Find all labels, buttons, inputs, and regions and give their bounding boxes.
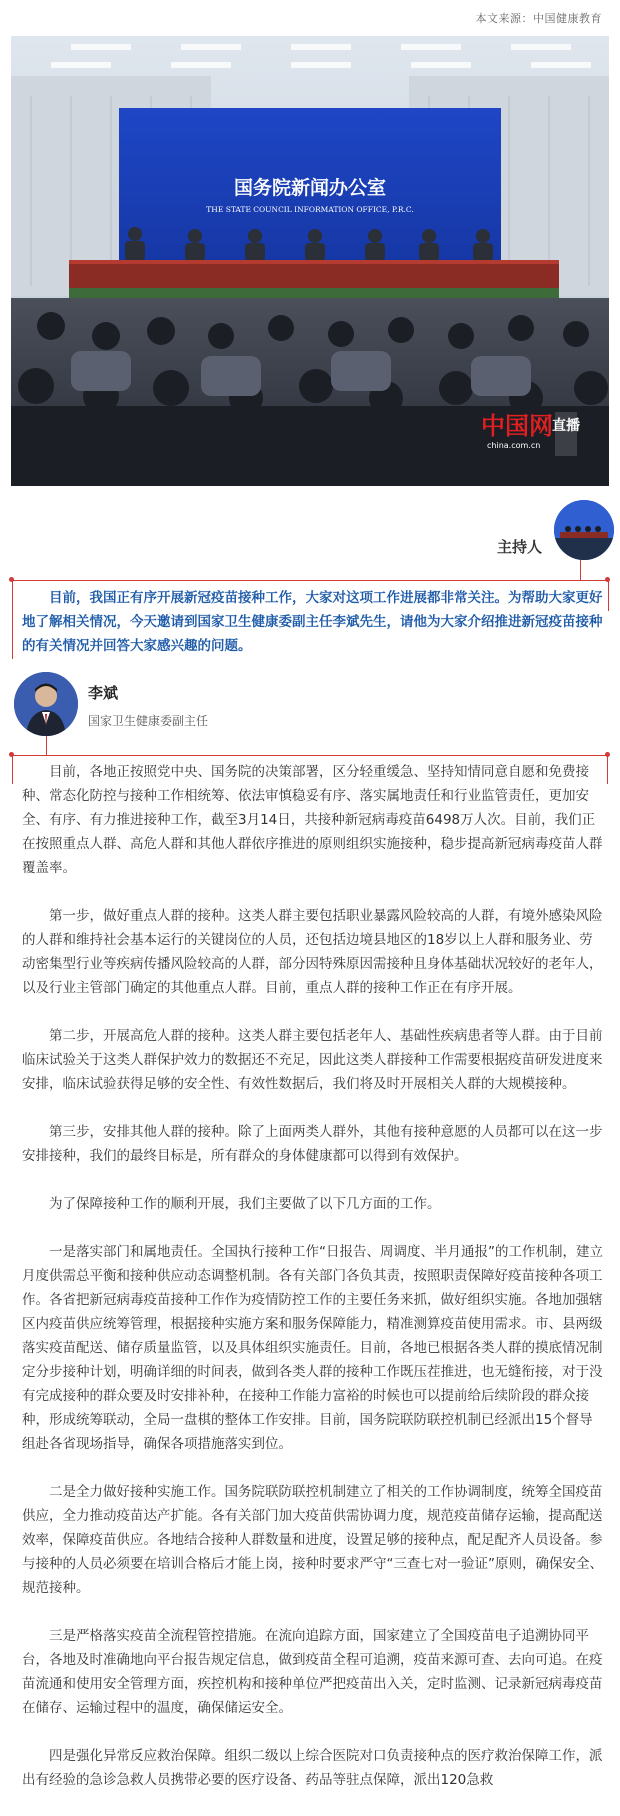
host-stem [580,560,581,580]
paragraph: 三是严格落实疫苗全流程管控措施。在流向追踪方面，国家建立了全国疫苗电子追溯协同平台，各地及时准确地向平台报告规定信息，做到疫苗全程可追溯，疫苗来源可查、去向可追。在疫苗流通和使用安全管理方面，疾控机构和接种单位严把疫苗出入关，定时监测、记录新冠病毒疫苗在储存、运输过程中的温度，确保储运安全。 [22,1628,603,1716]
host-intro: 目前，我国正有序开展新冠疫苗接种工作，大家对这项工作进展都非常关注。为帮助大家更好地了解相关情况，今天邀请到国家卫生健康委副主任李斌先生，请他为大家介绍推进新冠疫苗接种的有关情况并回答大家感兴趣的问题。 [22,590,603,654]
speaker-title: 国家卫生健康委副主任 [88,714,209,728]
paragraph: 二是全力做好接种实施工作。国务院联防联控机制建立了相关的工作协调制度，统筹全国疫苗供应，全力推动疫苗达产扩能。各有关部门加大疫苗供需协调力度，规范疫苗储存运输，提高配送效率，保障疫苗供应。各地结合接种人群数量和进度，设置足够的接种点，配足配齐人员设备。参与接种的人员必须要在培训合格后才能上岗，接种时要求严守“三查七对一验证”原则，确保安全、规范接种。 [22,1484,603,1596]
logo-url: china.com.cn [487,441,541,450]
paragraph: 第一步，做好重点人群的接种。这类人群主要包括职业暴露风险较高的人群，有境外感染风险的人群和维持社会基本运行的关键岗位的人员，还包括边境县地区的18岁以上人群和服务业、劳动密集型行业等疾病传播风险较高的人群，部分因特殊原因需接种且身体基础状况较好的老年人，以及行业主管部门确定的其他重点人群。目前，重点人群的接种工作正在有序开展。 [22,908,603,996]
backdrop-title-en: THE STATE COUNCIL INFORMATION OFFICE, P.R.C. [206,205,414,214]
host-label: 主持人 [496,538,542,556]
logo-live: 直播 [552,418,580,434]
paragraph: 第二步，开展高危人群的接种。这类人群主要包括老年人、基础性疾病患者等人群。由于目前临床试验关于这类人群保护效力的数据还不充足，因此这类人群接种工作需要根据疫苗研发进度来安排，临床试验获得足够的安全性、有效性数据后，我们将及时开展相关人群的大规模接种。 [22,1028,603,1092]
host-avatar [554,500,614,560]
backdrop-title-cn: 国务院新闻办公室 [233,177,387,199]
speaker-stem [46,736,47,756]
press-conference-photo [11,36,609,486]
logo-main: 中国网 [481,412,553,440]
paragraph: 一是落实部门和属地责任。全国执行接种工作“日报告、周调度、半月通报”的工作机制，建立月度供需总平衡和接种供应动态调整机制。各有关部门各负其责，按照职责保障好疫苗接种各项工作。各省把新冠病毒疫苗接种工作作为疫情防控工作的主要任务来抓，做好组织实施。各地加强辖区内疫苗供应统筹管理，根据接种实施方案和服务保障能力，精准测算疫苗使用需求。市、县两级落实疫苗配送、储存质量监管，以及具体组织实施责任。目前，各地已根据各类人群的摸底情况制定分步接种计划，明确详细的时间表，做到各类人群的接种工作既压茬推进，也无缝衔接，对于没有完成接种的群众要及时安排补种，在接种工作能力富裕的时候也可以提前给后续阶段的群众接种，形成统筹联动，全局一盘棋的整体工作安排。目前，国务院联防联控机制已经派出15个督导组赴各省现场指导，确保各项措施落实到位。 [22,1244,603,1452]
paragraph: 四是强化异常反应救治保障。组织二级以上综合医院对口负责接种点的医疗救治保障工作，派出有经验的急诊急救人员携带必要的医疗设备、药品等驻点保障，派出120急救 [22,1748,603,1788]
paragraph: 目前，各地正按照党中央、国务院的决策部署，区分轻重缓急、坚持知情同意自愿和免费接种、常态化防控与接种工作相统筹、依法审慎稳妥有序、落实属地责任和行业监管责任，更加安全、有序、有力推进接种工作，截至3月14日，共接种新冠病毒疫苗6498万人次。目前，我们正在按照重点人群、高危人群和其他人群依序推进的原则组织实施接种，稳步提高新冠病毒疫苗人群覆盖率。 [22,764,603,876]
paragraph: 为了保障接种工作的顺利开展，我们主要做了以下几方面的工作。 [49,1196,441,1212]
speaker-name: 李斌 [88,684,119,702]
speaker-avatar [14,672,78,736]
speech-body [22,760,604,1816]
china-net-live-logo [481,412,580,456]
source-credit: 本文来源：中国健康教育 [475,12,602,25]
paragraph: 第三步，安排其他人群的接种。除了上面两类人群外，其他有接种意愿的人员都可以在这一步安排接种，我们的最终目标是，所有群众的身体健康都可以得到有效保护。 [22,1124,603,1164]
speaker-header [14,672,614,742]
host-header [0,500,620,562]
